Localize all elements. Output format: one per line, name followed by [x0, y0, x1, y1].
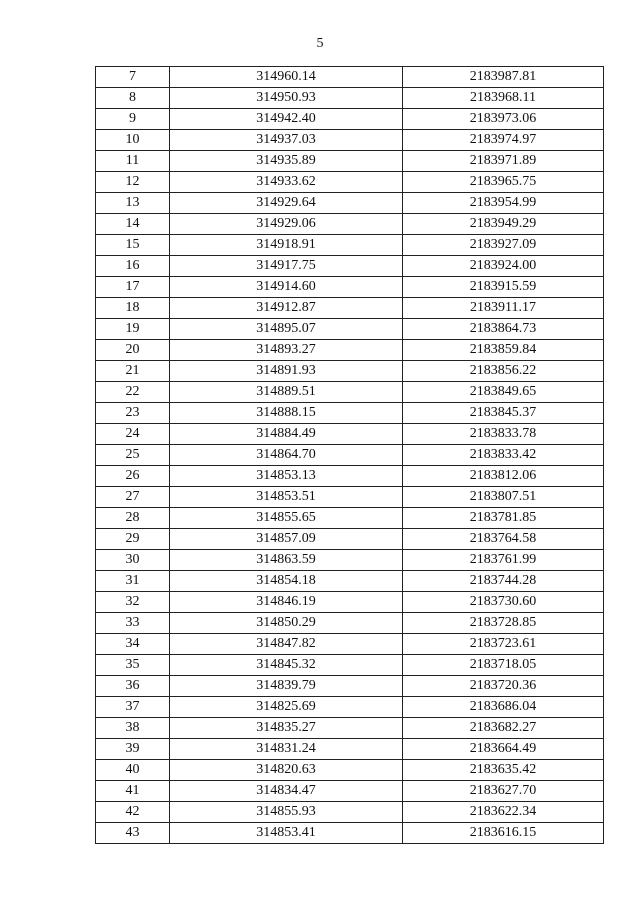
x-coordinate-cell: 314857.09 — [170, 529, 403, 550]
y-coordinate-cell: 2183781.85 — [403, 508, 604, 529]
point-number-cell: 17 — [96, 277, 170, 298]
x-coordinate-cell: 314825.69 — [170, 697, 403, 718]
coordinates-table — [95, 66, 604, 844]
table-row — [96, 277, 604, 298]
y-coordinate-cell: 2183924.00 — [403, 256, 604, 277]
table-row — [96, 760, 604, 781]
table-row — [96, 340, 604, 361]
table-row — [96, 319, 604, 340]
x-coordinate-cell: 314846.19 — [170, 592, 403, 613]
y-coordinate-cell: 2183682.27 — [403, 718, 604, 739]
x-coordinate-cell: 314918.91 — [170, 235, 403, 256]
point-number-cell: 24 — [96, 424, 170, 445]
x-coordinate-cell: 314850.29 — [170, 613, 403, 634]
y-coordinate-cell: 2183728.85 — [403, 613, 604, 634]
x-coordinate-cell: 314935.89 — [170, 151, 403, 172]
point-number-cell: 8 — [96, 88, 170, 109]
x-coordinate-cell: 314855.65 — [170, 508, 403, 529]
table-row — [96, 214, 604, 235]
y-coordinate-cell: 2183833.42 — [403, 445, 604, 466]
y-coordinate-cell: 2183864.73 — [403, 319, 604, 340]
table-row — [96, 382, 604, 403]
x-coordinate-cell: 314914.60 — [170, 277, 403, 298]
table-row — [96, 529, 604, 550]
table-row — [96, 88, 604, 109]
table-row — [96, 151, 604, 172]
y-coordinate-cell: 2183664.49 — [403, 739, 604, 760]
point-number-cell: 11 — [96, 151, 170, 172]
y-coordinate-cell: 2183971.89 — [403, 151, 604, 172]
point-number-cell: 13 — [96, 193, 170, 214]
x-coordinate-cell: 314929.06 — [170, 214, 403, 235]
point-number-cell: 31 — [96, 571, 170, 592]
table-row — [96, 256, 604, 277]
x-coordinate-cell: 314950.93 — [170, 88, 403, 109]
y-coordinate-cell: 2183954.99 — [403, 193, 604, 214]
point-number-cell: 12 — [96, 172, 170, 193]
y-coordinate-cell: 2183973.06 — [403, 109, 604, 130]
y-coordinate-cell: 2183845.37 — [403, 403, 604, 424]
table-row — [96, 676, 604, 697]
point-number-cell: 9 — [96, 109, 170, 130]
table-row — [96, 172, 604, 193]
x-coordinate-cell: 314942.40 — [170, 109, 403, 130]
point-number-cell: 37 — [96, 697, 170, 718]
x-coordinate-cell: 314889.51 — [170, 382, 403, 403]
y-coordinate-cell: 2183686.04 — [403, 697, 604, 718]
x-coordinate-cell: 314884.49 — [170, 424, 403, 445]
point-number-cell: 41 — [96, 781, 170, 802]
table-row — [96, 298, 604, 319]
point-number-cell: 20 — [96, 340, 170, 361]
x-coordinate-cell: 314864.70 — [170, 445, 403, 466]
x-coordinate-cell: 314917.75 — [170, 256, 403, 277]
point-number-cell: 42 — [96, 802, 170, 823]
table-row — [96, 403, 604, 424]
table-row — [96, 424, 604, 445]
table-row — [96, 613, 604, 634]
table-row — [96, 697, 604, 718]
table-row — [96, 781, 604, 802]
x-coordinate-cell: 314960.14 — [170, 67, 403, 88]
y-coordinate-cell: 2183965.75 — [403, 172, 604, 193]
table-row — [96, 823, 604, 844]
table-row — [96, 109, 604, 130]
table-row — [96, 67, 604, 88]
x-coordinate-cell: 314820.63 — [170, 760, 403, 781]
point-number-cell: 40 — [96, 760, 170, 781]
y-coordinate-cell: 2183764.58 — [403, 529, 604, 550]
x-coordinate-cell: 314895.07 — [170, 319, 403, 340]
point-number-cell: 23 — [96, 403, 170, 424]
table-row — [96, 802, 604, 823]
table-row — [96, 739, 604, 760]
y-coordinate-cell: 2183812.06 — [403, 466, 604, 487]
y-coordinate-cell: 2183915.59 — [403, 277, 604, 298]
x-coordinate-cell: 314891.93 — [170, 361, 403, 382]
x-coordinate-cell: 314853.51 — [170, 487, 403, 508]
point-number-cell: 30 — [96, 550, 170, 571]
y-coordinate-cell: 2183622.34 — [403, 802, 604, 823]
table-row — [96, 571, 604, 592]
x-coordinate-cell: 314853.41 — [170, 823, 403, 844]
x-coordinate-cell: 314835.27 — [170, 718, 403, 739]
x-coordinate-cell: 314912.87 — [170, 298, 403, 319]
point-number-cell: 7 — [96, 67, 170, 88]
point-number-cell: 19 — [96, 319, 170, 340]
page-number: 5 — [316, 36, 324, 51]
table-row — [96, 718, 604, 739]
point-number-cell: 10 — [96, 130, 170, 151]
x-coordinate-cell: 314831.24 — [170, 739, 403, 760]
table-row — [96, 193, 604, 214]
y-coordinate-cell: 2183859.84 — [403, 340, 604, 361]
point-number-cell: 27 — [96, 487, 170, 508]
y-coordinate-cell: 2183627.70 — [403, 781, 604, 802]
point-number-cell: 39 — [96, 739, 170, 760]
y-coordinate-cell: 2183974.97 — [403, 130, 604, 151]
point-number-cell: 26 — [96, 466, 170, 487]
point-number-cell: 35 — [96, 655, 170, 676]
table-row — [96, 487, 604, 508]
x-coordinate-cell: 314847.82 — [170, 634, 403, 655]
table-row — [96, 592, 604, 613]
point-number-cell: 15 — [96, 235, 170, 256]
point-number-cell: 28 — [96, 508, 170, 529]
x-coordinate-cell: 314845.32 — [170, 655, 403, 676]
x-coordinate-cell: 314839.79 — [170, 676, 403, 697]
table-row — [96, 235, 604, 256]
table-row — [96, 361, 604, 382]
y-coordinate-cell: 2183635.42 — [403, 760, 604, 781]
point-number-cell: 29 — [96, 529, 170, 550]
x-coordinate-cell: 314855.93 — [170, 802, 403, 823]
point-number-cell: 18 — [96, 298, 170, 319]
point-number-cell: 32 — [96, 592, 170, 613]
y-coordinate-cell: 2183761.99 — [403, 550, 604, 571]
y-coordinate-cell: 2183856.22 — [403, 361, 604, 382]
table-row — [96, 655, 604, 676]
x-coordinate-cell: 314834.47 — [170, 781, 403, 802]
x-coordinate-cell: 314893.27 — [170, 340, 403, 361]
x-coordinate-cell: 314853.13 — [170, 466, 403, 487]
point-number-cell: 25 — [96, 445, 170, 466]
point-number-cell: 38 — [96, 718, 170, 739]
y-coordinate-cell: 2183723.61 — [403, 634, 604, 655]
y-coordinate-cell: 2183849.65 — [403, 382, 604, 403]
point-number-cell: 33 — [96, 613, 170, 634]
y-coordinate-cell: 2183718.05 — [403, 655, 604, 676]
y-coordinate-cell: 2183730.60 — [403, 592, 604, 613]
point-number-cell: 43 — [96, 823, 170, 844]
y-coordinate-cell: 2183949.29 — [403, 214, 604, 235]
x-coordinate-cell: 314937.03 — [170, 130, 403, 151]
point-number-cell: 22 — [96, 382, 170, 403]
point-number-cell: 36 — [96, 676, 170, 697]
y-coordinate-cell: 2183807.51 — [403, 487, 604, 508]
x-coordinate-cell: 314933.62 — [170, 172, 403, 193]
y-coordinate-cell: 2183720.36 — [403, 676, 604, 697]
y-coordinate-cell: 2183744.28 — [403, 571, 604, 592]
y-coordinate-cell: 2183833.78 — [403, 424, 604, 445]
y-coordinate-cell: 2183616.15 — [403, 823, 604, 844]
y-coordinate-cell: 2183911.17 — [403, 298, 604, 319]
point-number-cell: 14 — [96, 214, 170, 235]
table-row — [96, 508, 604, 529]
y-coordinate-cell: 2183987.81 — [403, 67, 604, 88]
table-row — [96, 445, 604, 466]
table-row — [96, 466, 604, 487]
x-coordinate-cell: 314888.15 — [170, 403, 403, 424]
coordinates-table-body — [96, 67, 604, 844]
x-coordinate-cell: 314929.64 — [170, 193, 403, 214]
table-row — [96, 550, 604, 571]
y-coordinate-cell: 2183968.11 — [403, 88, 604, 109]
point-number-cell: 21 — [96, 361, 170, 382]
point-number-cell: 34 — [96, 634, 170, 655]
x-coordinate-cell: 314854.18 — [170, 571, 403, 592]
table-row — [96, 634, 604, 655]
y-coordinate-cell: 2183927.09 — [403, 235, 604, 256]
table-row — [96, 130, 604, 151]
point-number-cell: 16 — [96, 256, 170, 277]
x-coordinate-cell: 314863.59 — [170, 550, 403, 571]
